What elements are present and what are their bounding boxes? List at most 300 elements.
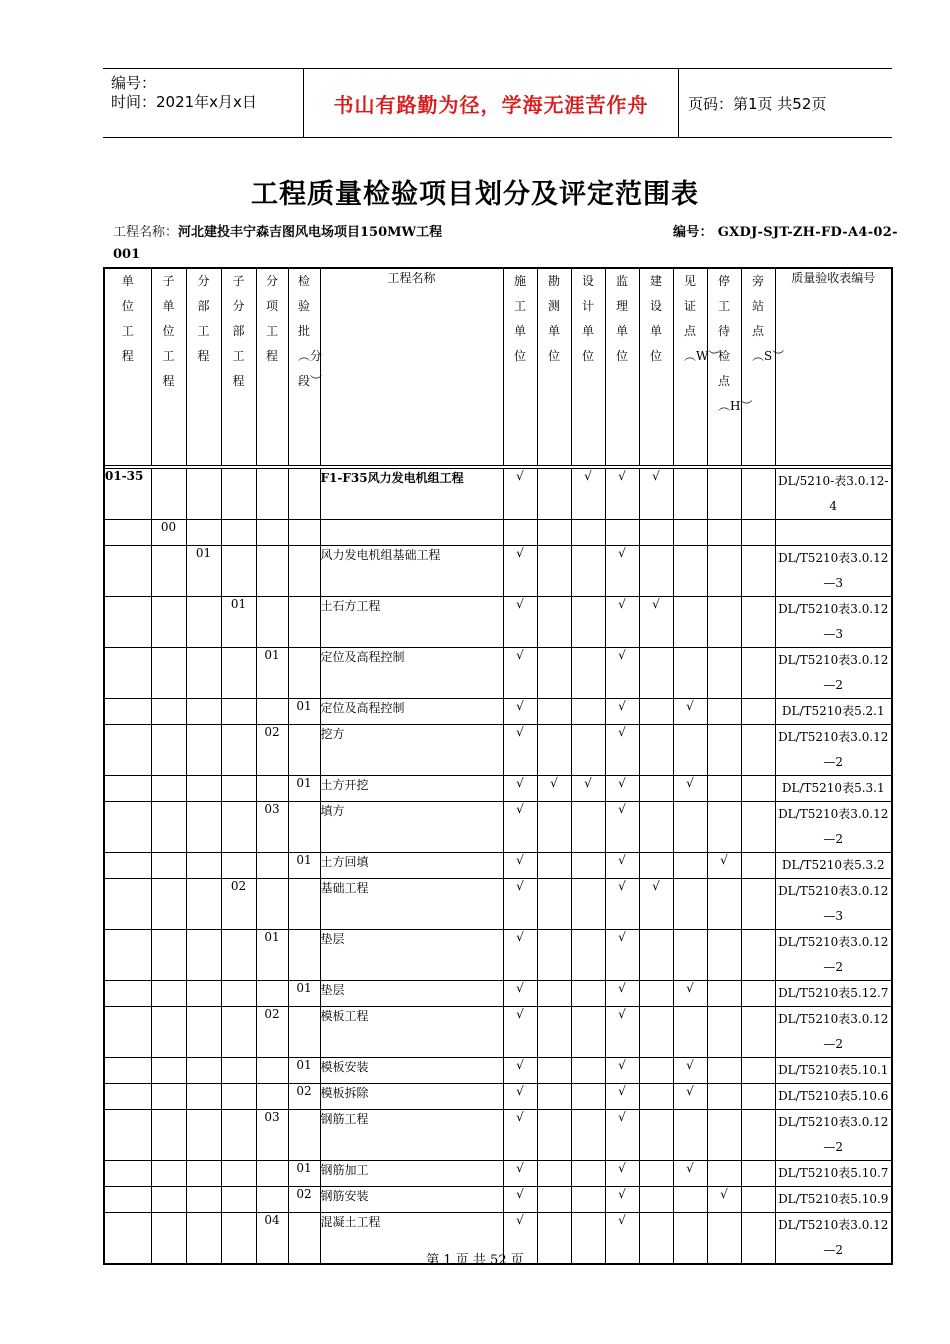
check-cell: √ xyxy=(503,648,537,699)
check-cell xyxy=(537,1007,571,1058)
level-code-cell xyxy=(256,699,288,725)
level-code-cell xyxy=(151,1058,186,1084)
column-header: 施工单位 xyxy=(503,268,537,466)
check-cell xyxy=(673,1187,707,1213)
standard-form-cell: DL/T5210表5.10.9 xyxy=(775,1187,892,1213)
check-cell xyxy=(571,853,605,879)
column-header: 旁站点︵S︶ xyxy=(741,268,775,466)
document-code-line2: 001 xyxy=(113,247,141,262)
check-cell xyxy=(571,597,605,648)
level-code-cell xyxy=(186,725,221,776)
check-cell xyxy=(741,1084,775,1110)
standard-form-cell: DL/T5210表5.10.1 xyxy=(775,1058,892,1084)
level-code-cell xyxy=(288,469,320,520)
project-name-cell: 混凝土工程 xyxy=(320,1213,503,1265)
check-cell xyxy=(639,930,673,981)
level-code-cell: 01 xyxy=(186,546,221,597)
check-cell xyxy=(537,546,571,597)
level-code-cell xyxy=(104,699,151,725)
project-name-cell: 土方开挖 xyxy=(320,776,503,802)
check-cell xyxy=(537,802,571,853)
level-code-cell xyxy=(186,981,221,1007)
level-code-cell xyxy=(151,1110,186,1161)
level-code-cell xyxy=(104,725,151,776)
level-code-cell xyxy=(221,520,256,546)
check-cell: √ xyxy=(605,981,639,1007)
check-cell: √ xyxy=(707,1187,741,1213)
check-cell: √ xyxy=(605,1058,639,1084)
level-code-cell xyxy=(256,1187,288,1213)
level-code-cell xyxy=(256,879,288,930)
check-cell xyxy=(707,1161,741,1187)
check-cell xyxy=(741,699,775,725)
level-code-cell xyxy=(288,930,320,981)
check-cell: √ xyxy=(605,546,639,597)
check-cell xyxy=(707,776,741,802)
level-code-cell xyxy=(288,1007,320,1058)
check-cell xyxy=(741,981,775,1007)
level-code-cell xyxy=(104,1187,151,1213)
level-code-cell: 02 xyxy=(256,725,288,776)
check-cell: √ xyxy=(503,699,537,725)
check-cell: √ xyxy=(605,597,639,648)
table-row xyxy=(104,1187,892,1213)
level-code-cell xyxy=(256,981,288,1007)
check-cell xyxy=(571,879,605,930)
check-cell xyxy=(673,1110,707,1161)
project-name-cell: 挖方 xyxy=(320,725,503,776)
table-row xyxy=(104,981,892,1007)
level-code-cell xyxy=(151,879,186,930)
check-cell xyxy=(741,1187,775,1213)
level-code-cell: 02 xyxy=(256,1007,288,1058)
standard-form-cell: DL/T5210表3.0.12—2 xyxy=(775,930,892,981)
check-cell xyxy=(639,1058,673,1084)
level-code-cell xyxy=(104,1110,151,1161)
check-cell xyxy=(673,648,707,699)
table-row xyxy=(104,1084,892,1110)
table-row xyxy=(104,699,892,725)
project-name-cell: F1-F35风力发电机组工程 xyxy=(320,469,503,520)
check-cell xyxy=(537,1058,571,1084)
check-cell xyxy=(571,1187,605,1213)
check-cell xyxy=(537,699,571,725)
check-cell xyxy=(571,802,605,853)
level-code-cell xyxy=(288,648,320,699)
level-code-cell xyxy=(151,1084,186,1110)
level-code-cell: 02 xyxy=(288,1084,320,1110)
header-motto-cell xyxy=(303,69,679,137)
table-row xyxy=(104,546,892,597)
level-code-cell xyxy=(151,930,186,981)
project-name-cell: 风力发电机组基础工程 xyxy=(320,546,503,597)
check-cell xyxy=(605,520,639,546)
level-code-cell xyxy=(221,725,256,776)
check-cell xyxy=(673,725,707,776)
level-code-cell xyxy=(221,776,256,802)
level-code-cell xyxy=(288,1110,320,1161)
check-cell xyxy=(571,930,605,981)
check-cell: √ xyxy=(503,597,537,648)
check-cell xyxy=(537,725,571,776)
level-code-cell: 01 xyxy=(288,981,320,1007)
column-header: 监理单位 xyxy=(605,268,639,466)
level-code-cell xyxy=(104,930,151,981)
standard-form-cell: DL/T5210表3.0.12—3 xyxy=(775,597,892,648)
level-code-cell xyxy=(151,1161,186,1187)
level-code-cell xyxy=(221,699,256,725)
check-cell xyxy=(707,1084,741,1110)
level-code-cell xyxy=(104,853,151,879)
check-cell xyxy=(741,1007,775,1058)
check-cell xyxy=(537,1161,571,1187)
header-meta-cell xyxy=(103,69,303,137)
check-cell xyxy=(571,1058,605,1084)
project-name-cell: 定位及高程控制 xyxy=(320,648,503,699)
check-cell xyxy=(537,981,571,1007)
standard-form-cell: DL/T5210表5.10.6 xyxy=(775,1084,892,1110)
check-cell: √ xyxy=(503,1161,537,1187)
level-code-cell: 01 xyxy=(288,1058,320,1084)
level-code-cell xyxy=(104,1058,151,1084)
standard-form-cell: DL/T5210表3.0.12—2 xyxy=(775,648,892,699)
standard-form-cell: DL/T5210表3.0.12—2 xyxy=(775,725,892,776)
check-cell xyxy=(673,469,707,520)
level-code-cell xyxy=(221,981,256,1007)
standard-form-cell: DL/T5210表3.0.12—2 xyxy=(775,1213,892,1265)
check-cell xyxy=(571,1084,605,1110)
check-cell xyxy=(639,699,673,725)
level-code-cell xyxy=(151,1007,186,1058)
check-cell: √ xyxy=(503,802,537,853)
check-cell: √ xyxy=(707,853,741,879)
check-cell: √ xyxy=(605,879,639,930)
check-cell xyxy=(707,546,741,597)
check-cell xyxy=(673,802,707,853)
level-code-cell xyxy=(256,469,288,520)
check-cell xyxy=(741,853,775,879)
level-code-cell xyxy=(104,981,151,1007)
table-row xyxy=(104,648,892,699)
level-code-cell xyxy=(151,699,186,725)
standard-form-cell: DL/T5210表3.0.12—2 xyxy=(775,1110,892,1161)
level-code-cell xyxy=(186,802,221,853)
level-code-cell xyxy=(104,648,151,699)
check-cell xyxy=(707,699,741,725)
level-code-cell xyxy=(104,802,151,853)
check-cell xyxy=(741,802,775,853)
check-cell xyxy=(673,520,707,546)
standard-form-cell: DL/T5210表5.3.1 xyxy=(775,776,892,802)
level-code-cell xyxy=(256,1058,288,1084)
level-code-cell xyxy=(151,469,186,520)
level-code-cell xyxy=(221,1084,256,1110)
table-row xyxy=(104,1161,892,1187)
table-row xyxy=(104,802,892,853)
check-cell: √ xyxy=(605,776,639,802)
level-code-cell: 01 xyxy=(288,1161,320,1187)
table-row xyxy=(104,469,892,520)
check-cell xyxy=(571,1110,605,1161)
project-name-cell: 钢筋加工 xyxy=(320,1161,503,1187)
document-code-line1: 编号： GXDJ-SJT-ZH-FD-A4-02- xyxy=(673,225,898,240)
check-cell xyxy=(741,597,775,648)
column-header: 质量验收表编号 xyxy=(775,268,892,466)
check-cell: √ xyxy=(605,699,639,725)
check-cell xyxy=(537,1084,571,1110)
check-cell xyxy=(639,1187,673,1213)
level-code-cell xyxy=(288,520,320,546)
level-code-cell: 04 xyxy=(256,1213,288,1265)
check-cell xyxy=(571,546,605,597)
column-header: 见证点︵W︶ xyxy=(673,268,707,466)
table-row xyxy=(104,1058,892,1084)
check-cell: √ xyxy=(673,1084,707,1110)
level-code-cell xyxy=(221,802,256,853)
check-cell: √ xyxy=(537,776,571,802)
standard-form-cell: DL/5210-表3.0.12-4 xyxy=(775,469,892,520)
level-code-cell xyxy=(104,1161,151,1187)
document-header xyxy=(103,68,892,138)
check-cell: √ xyxy=(605,930,639,981)
check-cell: √ xyxy=(503,1007,537,1058)
check-cell: √ xyxy=(503,1213,537,1265)
level-code-cell xyxy=(104,1084,151,1110)
check-cell xyxy=(673,853,707,879)
check-cell: √ xyxy=(503,469,537,520)
level-code-cell xyxy=(221,1110,256,1161)
project-name-cell: 定位及高程控制 xyxy=(320,699,503,725)
check-cell xyxy=(707,981,741,1007)
standard-form-cell: DL/T5210表3.0.12—2 xyxy=(775,802,892,853)
level-code-cell xyxy=(256,520,288,546)
check-cell xyxy=(571,981,605,1007)
level-code-cell xyxy=(104,1007,151,1058)
header-page-cell xyxy=(678,69,892,137)
check-cell xyxy=(639,776,673,802)
check-cell: √ xyxy=(605,725,639,776)
page-title: 工程质量检验项目划分及评定范围表 xyxy=(251,179,699,210)
column-header: 勘测单位 xyxy=(537,268,571,466)
check-cell: √ xyxy=(605,1187,639,1213)
level-code-cell xyxy=(151,802,186,853)
level-code-cell: 01 xyxy=(221,597,256,648)
column-header: 分项工程 xyxy=(256,268,288,466)
check-cell xyxy=(639,725,673,776)
level-code-cell: 03 xyxy=(256,802,288,853)
check-cell xyxy=(707,520,741,546)
check-cell: √ xyxy=(503,776,537,802)
level-code-cell: 01 xyxy=(256,648,288,699)
project-name-cell: 土方回填 xyxy=(320,853,503,879)
table-row xyxy=(104,930,892,981)
check-cell xyxy=(639,853,673,879)
table-row xyxy=(104,853,892,879)
project-name-cell: 土石方工程 xyxy=(320,597,503,648)
level-code-cell: 01 xyxy=(288,776,320,802)
level-code-cell xyxy=(186,520,221,546)
check-cell: √ xyxy=(605,1007,639,1058)
check-cell xyxy=(707,879,741,930)
standard-form-cell: DL/T5210表3.0.12—2 xyxy=(775,1007,892,1058)
level-code-cell xyxy=(104,546,151,597)
document-number-label: 编号： xyxy=(111,74,157,92)
level-code-cell xyxy=(221,853,256,879)
check-cell xyxy=(571,699,605,725)
level-code-cell xyxy=(186,1110,221,1161)
standard-form-cell: DL/T5210表5.2.1 xyxy=(775,699,892,725)
check-cell xyxy=(571,520,605,546)
level-code-cell xyxy=(186,776,221,802)
column-header: 检验批︵分段︶ xyxy=(288,268,320,466)
unit-code-cell: 01-35 xyxy=(104,469,151,520)
check-cell: √ xyxy=(571,469,605,520)
check-cell xyxy=(639,802,673,853)
level-code-cell xyxy=(221,648,256,699)
level-code-cell xyxy=(186,1187,221,1213)
level-code-cell: 03 xyxy=(256,1110,288,1161)
level-code-cell: 00 xyxy=(151,520,186,546)
check-cell xyxy=(537,853,571,879)
level-code-cell xyxy=(186,930,221,981)
column-header: 子单位工程 xyxy=(151,268,186,466)
check-cell xyxy=(741,469,775,520)
project-name-cell: 模板工程 xyxy=(320,1007,503,1058)
level-code-cell xyxy=(288,802,320,853)
check-cell: √ xyxy=(605,1084,639,1110)
page-footer: 第 1 页 共 52 页 xyxy=(426,1253,524,1268)
check-cell: √ xyxy=(503,930,537,981)
level-code-cell xyxy=(186,879,221,930)
check-cell xyxy=(707,1007,741,1058)
inspection-table xyxy=(103,267,893,1265)
check-cell: √ xyxy=(673,981,707,1007)
level-code-cell xyxy=(288,597,320,648)
table-header-row xyxy=(104,268,892,466)
level-code-cell xyxy=(104,776,151,802)
project-name-line xyxy=(113,221,442,240)
check-cell: √ xyxy=(605,1110,639,1161)
level-code-cell xyxy=(186,1161,221,1187)
check-cell: √ xyxy=(673,1161,707,1187)
level-code-cell xyxy=(186,648,221,699)
standard-form-cell: DL/T5210表5.12.7 xyxy=(775,981,892,1007)
check-cell: √ xyxy=(503,879,537,930)
table-row xyxy=(104,520,892,546)
check-cell: √ xyxy=(605,648,639,699)
level-code-cell xyxy=(221,1058,256,1084)
project-name-label: 工程名称： xyxy=(113,225,179,240)
check-cell xyxy=(639,981,673,1007)
level-code-cell xyxy=(288,725,320,776)
column-header: 设计单位 xyxy=(571,268,605,466)
check-cell xyxy=(571,648,605,699)
check-cell xyxy=(741,546,775,597)
level-code-cell: 02 xyxy=(221,879,256,930)
check-cell xyxy=(503,520,537,546)
check-cell xyxy=(537,520,571,546)
check-cell: √ xyxy=(503,853,537,879)
project-name-cell: 钢筋工程 xyxy=(320,1110,503,1161)
level-code-cell xyxy=(186,699,221,725)
level-code-cell xyxy=(186,469,221,520)
standard-form-cell: DL/T5210表5.3.2 xyxy=(775,853,892,879)
check-cell: √ xyxy=(503,1187,537,1213)
check-cell xyxy=(707,725,741,776)
project-name-cell: 填方 xyxy=(320,802,503,853)
check-cell xyxy=(673,879,707,930)
check-cell xyxy=(741,1058,775,1084)
level-code-cell: 01 xyxy=(288,853,320,879)
level-code-cell xyxy=(151,853,186,879)
check-cell xyxy=(571,1007,605,1058)
level-code-cell xyxy=(186,1084,221,1110)
standard-form-cell xyxy=(775,520,892,546)
check-cell xyxy=(639,1161,673,1187)
level-code-cell: 01 xyxy=(288,699,320,725)
check-cell xyxy=(707,930,741,981)
level-code-cell xyxy=(221,546,256,597)
level-code-cell xyxy=(151,1187,186,1213)
level-code-cell xyxy=(151,776,186,802)
column-header: 建设单位 xyxy=(639,268,673,466)
check-cell: √ xyxy=(639,597,673,648)
check-cell: √ xyxy=(503,1110,537,1161)
level-code-cell xyxy=(221,1161,256,1187)
check-cell xyxy=(741,648,775,699)
check-cell xyxy=(707,1058,741,1084)
page-code: 页码：第1页 共52页 xyxy=(688,94,827,113)
level-code-cell xyxy=(256,853,288,879)
check-cell xyxy=(537,1187,571,1213)
check-cell: √ xyxy=(571,776,605,802)
check-cell xyxy=(707,597,741,648)
check-cell xyxy=(673,597,707,648)
level-code-cell xyxy=(256,776,288,802)
level-code-cell xyxy=(221,1007,256,1058)
level-code-cell xyxy=(186,597,221,648)
motto-text: 书山有路勤为径，学海无涯苦作舟 xyxy=(333,92,649,117)
level-code-cell xyxy=(221,1187,256,1213)
project-name-cell: 垫层 xyxy=(320,930,503,981)
check-cell xyxy=(571,1161,605,1187)
check-cell: √ xyxy=(605,1161,639,1187)
check-cell: √ xyxy=(639,879,673,930)
check-cell xyxy=(673,930,707,981)
check-cell xyxy=(537,469,571,520)
table-row xyxy=(104,879,892,930)
project-name-value: 河北建投丰宁森吉图风电场项目150MW工程 xyxy=(178,225,443,240)
column-header: 停工待检点︵H︶ xyxy=(707,268,741,466)
level-code-cell: 01 xyxy=(256,930,288,981)
check-cell xyxy=(673,546,707,597)
level-code-cell xyxy=(104,879,151,930)
level-code-cell xyxy=(256,597,288,648)
level-code-cell: 02 xyxy=(288,1187,320,1213)
level-code-cell xyxy=(221,930,256,981)
project-name-cell: 垫层 xyxy=(320,981,503,1007)
check-cell xyxy=(741,930,775,981)
check-cell xyxy=(537,930,571,981)
check-cell: √ xyxy=(503,725,537,776)
level-code-cell xyxy=(256,1084,288,1110)
check-cell: √ xyxy=(673,699,707,725)
check-cell xyxy=(707,469,741,520)
level-code-cell xyxy=(186,1058,221,1084)
check-cell xyxy=(707,648,741,699)
check-cell xyxy=(537,597,571,648)
level-code-cell xyxy=(151,597,186,648)
